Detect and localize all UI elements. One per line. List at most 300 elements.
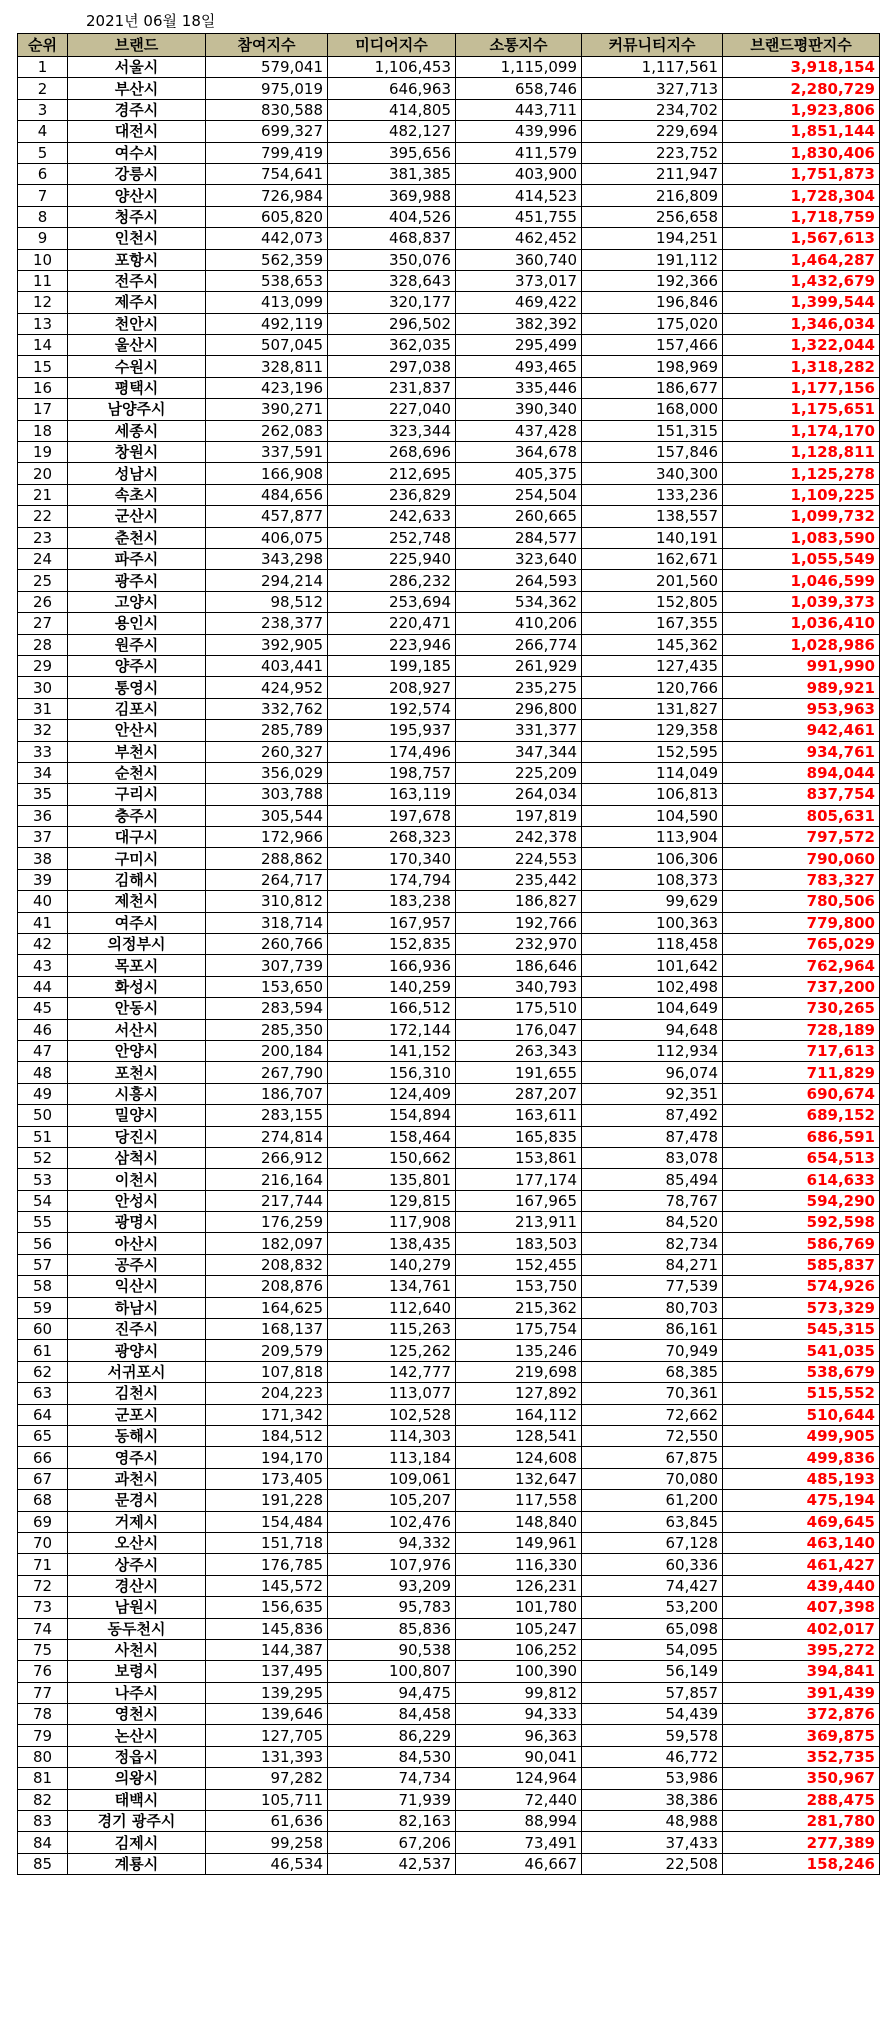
participation-cell: 217,744 bbox=[206, 1190, 328, 1211]
brand-cell: 의왕시 bbox=[68, 1768, 206, 1789]
rank-cell: 46 bbox=[18, 1019, 68, 1040]
rank-cell: 13 bbox=[18, 313, 68, 334]
table-row bbox=[18, 1040, 880, 1061]
table-row bbox=[18, 1447, 880, 1468]
communication-cell: 100,390 bbox=[456, 1661, 582, 1682]
media-cell: 142,777 bbox=[328, 1361, 456, 1382]
media-cell: 113,077 bbox=[328, 1383, 456, 1404]
participation-cell: 424,952 bbox=[206, 677, 328, 698]
participation-cell: 356,029 bbox=[206, 762, 328, 783]
rank-cell: 19 bbox=[18, 442, 68, 463]
table-row bbox=[18, 891, 880, 912]
table-row bbox=[18, 1746, 880, 1767]
media-cell: 227,040 bbox=[328, 399, 456, 420]
reputation-cell: 711,829 bbox=[723, 1062, 880, 1083]
communication-cell: 340,793 bbox=[456, 976, 582, 997]
participation-cell: 209,579 bbox=[206, 1340, 328, 1361]
brand-cell: 목포시 bbox=[68, 955, 206, 976]
brand-cell: 양산시 bbox=[68, 185, 206, 206]
communication-cell: 215,362 bbox=[456, 1297, 582, 1318]
participation-cell: 492,119 bbox=[206, 313, 328, 334]
community-cell: 216,809 bbox=[582, 185, 723, 206]
media-cell: 174,794 bbox=[328, 869, 456, 890]
media-cell: 482,127 bbox=[328, 121, 456, 142]
media-cell: 109,061 bbox=[328, 1468, 456, 1489]
communication-cell: 266,774 bbox=[456, 634, 582, 655]
table-row bbox=[18, 1639, 880, 1660]
rank-cell: 33 bbox=[18, 741, 68, 762]
rank-cell: 60 bbox=[18, 1319, 68, 1340]
brand-cell: 구리시 bbox=[68, 784, 206, 805]
rank-cell: 40 bbox=[18, 891, 68, 912]
reputation-cell: 991,990 bbox=[723, 655, 880, 676]
participation-cell: 204,223 bbox=[206, 1383, 328, 1404]
community-cell: 99,629 bbox=[582, 891, 723, 912]
communication-cell: 126,231 bbox=[456, 1575, 582, 1596]
community-cell: 327,713 bbox=[582, 78, 723, 99]
community-cell: 131,827 bbox=[582, 698, 723, 719]
community-cell: 22,508 bbox=[582, 1853, 723, 1874]
table-row bbox=[18, 228, 880, 249]
community-cell: 82,734 bbox=[582, 1233, 723, 1254]
media-cell: 242,633 bbox=[328, 506, 456, 527]
brand-cell: 안성시 bbox=[68, 1190, 206, 1211]
reputation-cell: 690,674 bbox=[723, 1083, 880, 1104]
header-communication-index: 소통지수 bbox=[456, 34, 582, 57]
media-cell: 74,734 bbox=[328, 1768, 456, 1789]
media-cell: 225,940 bbox=[328, 548, 456, 569]
reputation-cell: 281,780 bbox=[723, 1811, 880, 1832]
rank-cell: 16 bbox=[18, 377, 68, 398]
community-cell: 65,098 bbox=[582, 1618, 723, 1639]
rank-cell: 14 bbox=[18, 335, 68, 356]
communication-cell: 116,330 bbox=[456, 1554, 582, 1575]
media-cell: 404,526 bbox=[328, 206, 456, 227]
participation-cell: 699,327 bbox=[206, 121, 328, 142]
reputation-cell: 1,028,986 bbox=[723, 634, 880, 655]
participation-cell: 151,718 bbox=[206, 1532, 328, 1553]
rank-cell: 80 bbox=[18, 1746, 68, 1767]
communication-cell: 235,275 bbox=[456, 677, 582, 698]
participation-cell: 285,350 bbox=[206, 1019, 328, 1040]
table-row bbox=[18, 762, 880, 783]
rank-cell: 57 bbox=[18, 1254, 68, 1275]
rank-cell: 63 bbox=[18, 1383, 68, 1404]
reputation-cell: 407,398 bbox=[723, 1597, 880, 1618]
brand-cell: 사천시 bbox=[68, 1639, 206, 1660]
table-body bbox=[18, 57, 880, 1875]
table-row bbox=[18, 1147, 880, 1168]
reputation-cell: 837,754 bbox=[723, 784, 880, 805]
participation-cell: 318,714 bbox=[206, 912, 328, 933]
community-cell: 83,078 bbox=[582, 1147, 723, 1168]
table-row bbox=[18, 313, 880, 334]
table-row bbox=[18, 934, 880, 955]
participation-cell: 46,534 bbox=[206, 1853, 328, 1874]
participation-cell: 274,814 bbox=[206, 1126, 328, 1147]
brand-cell: 전주시 bbox=[68, 270, 206, 291]
reputation-cell: 469,645 bbox=[723, 1511, 880, 1532]
brand-cell: 김포시 bbox=[68, 698, 206, 719]
media-cell: 172,144 bbox=[328, 1019, 456, 1040]
media-cell: 113,184 bbox=[328, 1447, 456, 1468]
reputation-cell: 1,099,732 bbox=[723, 506, 880, 527]
table-row bbox=[18, 121, 880, 142]
media-cell: 170,340 bbox=[328, 848, 456, 869]
table-row bbox=[18, 1212, 880, 1233]
rank-cell: 18 bbox=[18, 420, 68, 441]
community-cell: 67,128 bbox=[582, 1532, 723, 1553]
brand-cell: 광양시 bbox=[68, 1340, 206, 1361]
communication-cell: 347,344 bbox=[456, 741, 582, 762]
participation-cell: 283,594 bbox=[206, 998, 328, 1019]
media-cell: 328,643 bbox=[328, 270, 456, 291]
media-cell: 105,207 bbox=[328, 1490, 456, 1511]
participation-cell: 562,359 bbox=[206, 249, 328, 270]
communication-cell: 94,333 bbox=[456, 1704, 582, 1725]
brand-cell: 안동시 bbox=[68, 998, 206, 1019]
participation-cell: 168,137 bbox=[206, 1319, 328, 1340]
communication-cell: 462,452 bbox=[456, 228, 582, 249]
media-cell: 125,262 bbox=[328, 1340, 456, 1361]
community-cell: 112,934 bbox=[582, 1040, 723, 1061]
rank-cell: 77 bbox=[18, 1682, 68, 1703]
rank-cell: 3 bbox=[18, 99, 68, 120]
community-cell: 108,373 bbox=[582, 869, 723, 890]
media-cell: 156,310 bbox=[328, 1062, 456, 1083]
brand-cell: 울산시 bbox=[68, 335, 206, 356]
media-cell: 102,476 bbox=[328, 1511, 456, 1532]
reputation-cell: 1,923,806 bbox=[723, 99, 880, 120]
brand-cell: 남양주시 bbox=[68, 399, 206, 420]
participation-cell: 413,099 bbox=[206, 292, 328, 313]
table-row bbox=[18, 1190, 880, 1211]
rank-cell: 50 bbox=[18, 1105, 68, 1126]
rank-cell: 81 bbox=[18, 1768, 68, 1789]
participation-cell: 145,836 bbox=[206, 1618, 328, 1639]
community-cell: 1,117,561 bbox=[582, 57, 723, 78]
rank-cell: 48 bbox=[18, 1062, 68, 1083]
communication-cell: 153,861 bbox=[456, 1147, 582, 1168]
communication-cell: 148,840 bbox=[456, 1511, 582, 1532]
brand-cell: 춘천시 bbox=[68, 527, 206, 548]
table-row bbox=[18, 677, 880, 698]
reputation-cell: 485,193 bbox=[723, 1468, 880, 1489]
table-row bbox=[18, 976, 880, 997]
table-row bbox=[18, 1297, 880, 1318]
rank-cell: 35 bbox=[18, 784, 68, 805]
participation-cell: 105,711 bbox=[206, 1789, 328, 1810]
rank-cell: 75 bbox=[18, 1639, 68, 1660]
table-row bbox=[18, 335, 880, 356]
reputation-cell: 1,728,304 bbox=[723, 185, 880, 206]
participation-cell: 484,656 bbox=[206, 484, 328, 505]
rank-cell: 65 bbox=[18, 1426, 68, 1447]
media-cell: 166,512 bbox=[328, 998, 456, 1019]
rank-cell: 12 bbox=[18, 292, 68, 313]
rank-cell: 23 bbox=[18, 527, 68, 548]
media-cell: 140,279 bbox=[328, 1254, 456, 1275]
community-cell: 72,662 bbox=[582, 1404, 723, 1425]
reputation-cell: 1,175,651 bbox=[723, 399, 880, 420]
table-row bbox=[18, 1811, 880, 1832]
community-cell: 84,271 bbox=[582, 1254, 723, 1275]
reputation-cell: 894,044 bbox=[723, 762, 880, 783]
brand-cell: 여주시 bbox=[68, 912, 206, 933]
rank-cell: 52 bbox=[18, 1147, 68, 1168]
reputation-cell: 277,389 bbox=[723, 1832, 880, 1853]
reputation-cell: 586,769 bbox=[723, 1233, 880, 1254]
rank-cell: 39 bbox=[18, 869, 68, 890]
brand-cell: 공주시 bbox=[68, 1254, 206, 1275]
table-row bbox=[18, 613, 880, 634]
brand-cell: 거제시 bbox=[68, 1511, 206, 1532]
communication-cell: 493,465 bbox=[456, 356, 582, 377]
participation-cell: 307,739 bbox=[206, 955, 328, 976]
reputation-cell: 1,399,544 bbox=[723, 292, 880, 313]
communication-cell: 149,961 bbox=[456, 1532, 582, 1553]
media-cell: 71,939 bbox=[328, 1789, 456, 1810]
communication-cell: 295,499 bbox=[456, 335, 582, 356]
participation-cell: 337,591 bbox=[206, 442, 328, 463]
table-row bbox=[18, 655, 880, 676]
community-cell: 67,875 bbox=[582, 1447, 723, 1468]
communication-cell: 177,174 bbox=[456, 1169, 582, 1190]
brand-cell: 구미시 bbox=[68, 848, 206, 869]
table-row bbox=[18, 1426, 880, 1447]
community-cell: 157,466 bbox=[582, 335, 723, 356]
table-row bbox=[18, 634, 880, 655]
communication-cell: 99,812 bbox=[456, 1682, 582, 1703]
communication-cell: 232,970 bbox=[456, 934, 582, 955]
brand-cell: 김해시 bbox=[68, 869, 206, 890]
community-cell: 57,857 bbox=[582, 1682, 723, 1703]
brand-cell: 서산시 bbox=[68, 1019, 206, 1040]
communication-cell: 165,835 bbox=[456, 1126, 582, 1147]
participation-cell: 107,818 bbox=[206, 1361, 328, 1382]
reputation-cell: 1,851,144 bbox=[723, 121, 880, 142]
table-row bbox=[18, 1062, 880, 1083]
community-cell: 60,336 bbox=[582, 1554, 723, 1575]
participation-cell: 131,393 bbox=[206, 1746, 328, 1767]
participation-cell: 754,641 bbox=[206, 163, 328, 184]
reputation-cell: 538,679 bbox=[723, 1361, 880, 1382]
reputation-cell: 614,633 bbox=[723, 1169, 880, 1190]
community-cell: 78,767 bbox=[582, 1190, 723, 1211]
communication-cell: 72,440 bbox=[456, 1789, 582, 1810]
media-cell: 297,038 bbox=[328, 356, 456, 377]
brand-cell: 군포시 bbox=[68, 1404, 206, 1425]
brand-cell: 시흥시 bbox=[68, 1083, 206, 1104]
participation-cell: 332,762 bbox=[206, 698, 328, 719]
rank-cell: 58 bbox=[18, 1276, 68, 1297]
rank-cell: 30 bbox=[18, 677, 68, 698]
media-cell: 158,464 bbox=[328, 1126, 456, 1147]
rank-cell: 76 bbox=[18, 1661, 68, 1682]
reputation-cell: 1,128,811 bbox=[723, 442, 880, 463]
reputation-cell: 797,572 bbox=[723, 827, 880, 848]
rank-cell: 25 bbox=[18, 570, 68, 591]
communication-cell: 658,746 bbox=[456, 78, 582, 99]
community-cell: 104,649 bbox=[582, 998, 723, 1019]
rank-cell: 79 bbox=[18, 1725, 68, 1746]
media-cell: 381,385 bbox=[328, 163, 456, 184]
rank-cell: 36 bbox=[18, 805, 68, 826]
participation-cell: 303,788 bbox=[206, 784, 328, 805]
reputation-cell: 499,836 bbox=[723, 1447, 880, 1468]
communication-cell: 183,503 bbox=[456, 1233, 582, 1254]
communication-cell: 73,491 bbox=[456, 1832, 582, 1853]
reputation-cell: 475,194 bbox=[723, 1490, 880, 1511]
brand-cell: 이천시 bbox=[68, 1169, 206, 1190]
media-cell: 252,748 bbox=[328, 527, 456, 548]
communication-cell: 1,115,099 bbox=[456, 57, 582, 78]
table-row bbox=[18, 848, 880, 869]
participation-cell: 266,912 bbox=[206, 1147, 328, 1168]
table-row bbox=[18, 1019, 880, 1040]
media-cell: 199,185 bbox=[328, 655, 456, 676]
brand-cell: 의정부시 bbox=[68, 934, 206, 955]
participation-cell: 144,387 bbox=[206, 1639, 328, 1660]
media-cell: 138,435 bbox=[328, 1233, 456, 1254]
rank-cell: 22 bbox=[18, 506, 68, 527]
reputation-cell: 1,432,679 bbox=[723, 270, 880, 291]
participation-cell: 172,966 bbox=[206, 827, 328, 848]
table-row bbox=[18, 869, 880, 890]
participation-cell: 830,588 bbox=[206, 99, 328, 120]
brand-cell: 창원시 bbox=[68, 442, 206, 463]
reputation-cell: 805,631 bbox=[723, 805, 880, 826]
table-row bbox=[18, 1490, 880, 1511]
brand-cell: 강릉시 bbox=[68, 163, 206, 184]
media-cell: 320,177 bbox=[328, 292, 456, 313]
community-cell: 80,703 bbox=[582, 1297, 723, 1318]
communication-cell: 405,375 bbox=[456, 463, 582, 484]
brand-cell: 포천시 bbox=[68, 1062, 206, 1083]
community-cell: 196,846 bbox=[582, 292, 723, 313]
table-row bbox=[18, 591, 880, 612]
rank-cell: 74 bbox=[18, 1618, 68, 1639]
communication-cell: 117,558 bbox=[456, 1490, 582, 1511]
rank-cell: 42 bbox=[18, 934, 68, 955]
table-row bbox=[18, 1832, 880, 1853]
communication-cell: 191,655 bbox=[456, 1062, 582, 1083]
media-cell: 268,696 bbox=[328, 442, 456, 463]
participation-cell: 191,228 bbox=[206, 1490, 328, 1511]
table-row bbox=[18, 1597, 880, 1618]
community-cell: 133,236 bbox=[582, 484, 723, 505]
community-cell: 100,363 bbox=[582, 912, 723, 933]
community-cell: 120,766 bbox=[582, 677, 723, 698]
communication-cell: 437,428 bbox=[456, 420, 582, 441]
table-row bbox=[18, 527, 880, 548]
reputation-cell: 1,109,225 bbox=[723, 484, 880, 505]
brand-cell: 하남시 bbox=[68, 1297, 206, 1318]
reputation-cell: 953,963 bbox=[723, 698, 880, 719]
communication-cell: 360,740 bbox=[456, 249, 582, 270]
rank-cell: 37 bbox=[18, 827, 68, 848]
community-cell: 229,694 bbox=[582, 121, 723, 142]
reputation-cell: 541,035 bbox=[723, 1340, 880, 1361]
table-row bbox=[18, 1083, 880, 1104]
reputation-cell: 402,017 bbox=[723, 1618, 880, 1639]
reputation-cell: 1,055,549 bbox=[723, 548, 880, 569]
rank-cell: 54 bbox=[18, 1190, 68, 1211]
rank-cell: 21 bbox=[18, 484, 68, 505]
communication-cell: 135,246 bbox=[456, 1340, 582, 1361]
rank-cell: 66 bbox=[18, 1447, 68, 1468]
communication-cell: 261,929 bbox=[456, 655, 582, 676]
rank-cell: 61 bbox=[18, 1340, 68, 1361]
table-row bbox=[18, 142, 880, 163]
table-row bbox=[18, 1618, 880, 1639]
participation-cell: 579,041 bbox=[206, 57, 328, 78]
communication-cell: 164,112 bbox=[456, 1404, 582, 1425]
community-cell: 46,772 bbox=[582, 1746, 723, 1767]
community-cell: 54,439 bbox=[582, 1704, 723, 1725]
communication-cell: 469,422 bbox=[456, 292, 582, 313]
table-row bbox=[18, 1661, 880, 1682]
participation-cell: 238,377 bbox=[206, 613, 328, 634]
brand-cell: 영주시 bbox=[68, 1447, 206, 1468]
brand-cell: 경기 광주시 bbox=[68, 1811, 206, 1832]
table-row bbox=[18, 827, 880, 848]
communication-cell: 284,577 bbox=[456, 527, 582, 548]
media-cell: 198,757 bbox=[328, 762, 456, 783]
media-cell: 134,761 bbox=[328, 1276, 456, 1297]
communication-cell: 176,047 bbox=[456, 1019, 582, 1040]
table-row bbox=[18, 784, 880, 805]
participation-cell: 305,544 bbox=[206, 805, 328, 826]
table-row bbox=[18, 1404, 880, 1425]
media-cell: 85,836 bbox=[328, 1618, 456, 1639]
reputation-cell: 686,591 bbox=[723, 1126, 880, 1147]
participation-cell: 200,184 bbox=[206, 1040, 328, 1061]
participation-cell: 538,653 bbox=[206, 270, 328, 291]
report-date: 2021년 06월 18일 bbox=[86, 12, 216, 30]
table-row bbox=[18, 1233, 880, 1254]
media-cell: 115,263 bbox=[328, 1319, 456, 1340]
community-cell: 152,805 bbox=[582, 591, 723, 612]
communication-cell: 224,553 bbox=[456, 848, 582, 869]
reputation-cell: 1,177,156 bbox=[723, 377, 880, 398]
brand-cell: 논산시 bbox=[68, 1725, 206, 1746]
communication-cell: 153,750 bbox=[456, 1276, 582, 1297]
reputation-cell: 689,152 bbox=[723, 1105, 880, 1126]
participation-cell: 328,811 bbox=[206, 356, 328, 377]
table-row bbox=[18, 1340, 880, 1361]
table-row bbox=[18, 1682, 880, 1703]
community-cell: 68,385 bbox=[582, 1361, 723, 1382]
communication-cell: 254,504 bbox=[456, 484, 582, 505]
participation-cell: 457,877 bbox=[206, 506, 328, 527]
table-row bbox=[18, 1468, 880, 1489]
media-cell: 86,229 bbox=[328, 1725, 456, 1746]
participation-cell: 260,327 bbox=[206, 741, 328, 762]
communication-cell: 414,523 bbox=[456, 185, 582, 206]
brand-cell: 원주시 bbox=[68, 634, 206, 655]
participation-cell: 442,073 bbox=[206, 228, 328, 249]
table-row bbox=[18, 484, 880, 505]
media-cell: 223,946 bbox=[328, 634, 456, 655]
brand-cell: 삼척시 bbox=[68, 1147, 206, 1168]
table-row bbox=[18, 1276, 880, 1297]
media-cell: 42,537 bbox=[328, 1853, 456, 1874]
brand-cell: 부산시 bbox=[68, 78, 206, 99]
communication-cell: 364,678 bbox=[456, 442, 582, 463]
communication-cell: 263,343 bbox=[456, 1040, 582, 1061]
rank-cell: 26 bbox=[18, 591, 68, 612]
